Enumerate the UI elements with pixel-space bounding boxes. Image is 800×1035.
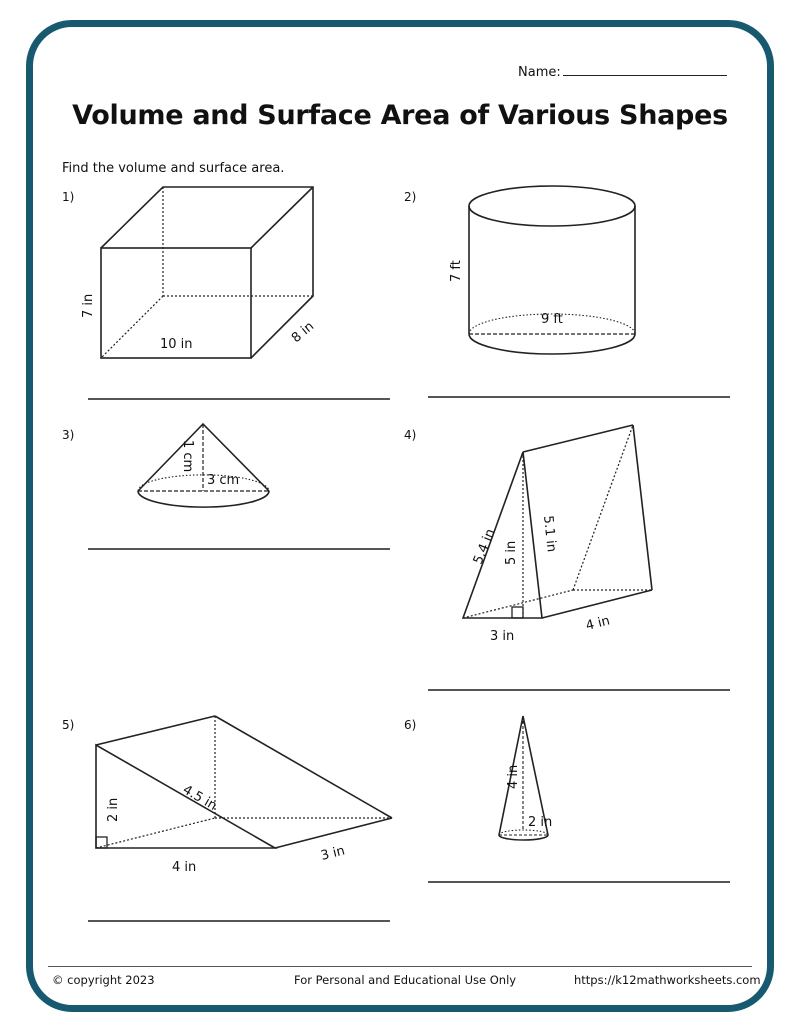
label-radius: 3 cm bbox=[207, 473, 240, 488]
label-height: 5 in bbox=[504, 540, 519, 565]
figure-rectangular-prism bbox=[81, 187, 317, 358]
label-height: 7 ft bbox=[449, 260, 464, 282]
label-height: 7 in bbox=[81, 293, 96, 318]
label-height: 1 cm bbox=[180, 440, 195, 473]
problem-number-6: 6) bbox=[404, 718, 417, 732]
figure-cylinder bbox=[449, 186, 635, 354]
problem-number-2: 2) bbox=[404, 190, 417, 204]
label-base: 3 in bbox=[490, 629, 515, 644]
problem-number-4: 4) bbox=[404, 428, 417, 442]
instructions: Find the volume and surface area. bbox=[62, 161, 285, 176]
footer-copyright: © copyright 2023 bbox=[52, 973, 155, 987]
label-height: 2 in bbox=[106, 797, 121, 822]
problem-number-1: 1) bbox=[62, 190, 75, 204]
label-length: 10 in bbox=[160, 337, 193, 352]
label-hypotenuse: 4.5 in bbox=[180, 782, 220, 814]
figure-triangular-prism-1 bbox=[463, 425, 652, 644]
label-radius: 2 in bbox=[528, 815, 553, 830]
figure-cone-2 bbox=[499, 716, 552, 840]
figure-triangular-prism-2 bbox=[96, 716, 392, 875]
name-label: Name: bbox=[518, 65, 561, 80]
label-base: 4 in bbox=[172, 860, 197, 875]
label-slant-left: 5.4 in bbox=[470, 526, 499, 567]
label-height: 4 in bbox=[506, 764, 521, 789]
footer-divider bbox=[48, 966, 752, 967]
footer-usage-note: For Personal and Educational Use Only bbox=[294, 973, 517, 987]
label-depth: 3 in bbox=[319, 843, 347, 864]
label-depth: 8 in bbox=[288, 318, 318, 347]
page-title: Volume and Surface Area of Various Shapes bbox=[72, 100, 728, 131]
footer-url-link[interactable]: https://k12mathworksheets.com bbox=[574, 973, 761, 987]
label-diameter: 9 ft bbox=[541, 312, 563, 327]
figure-cone-1 bbox=[138, 424, 269, 507]
label-length: 4 in bbox=[584, 613, 612, 634]
problem-number-3: 3) bbox=[62, 428, 75, 442]
problem-number-5: 5) bbox=[62, 718, 75, 732]
label-slant-right: 5.1 in bbox=[540, 514, 559, 553]
